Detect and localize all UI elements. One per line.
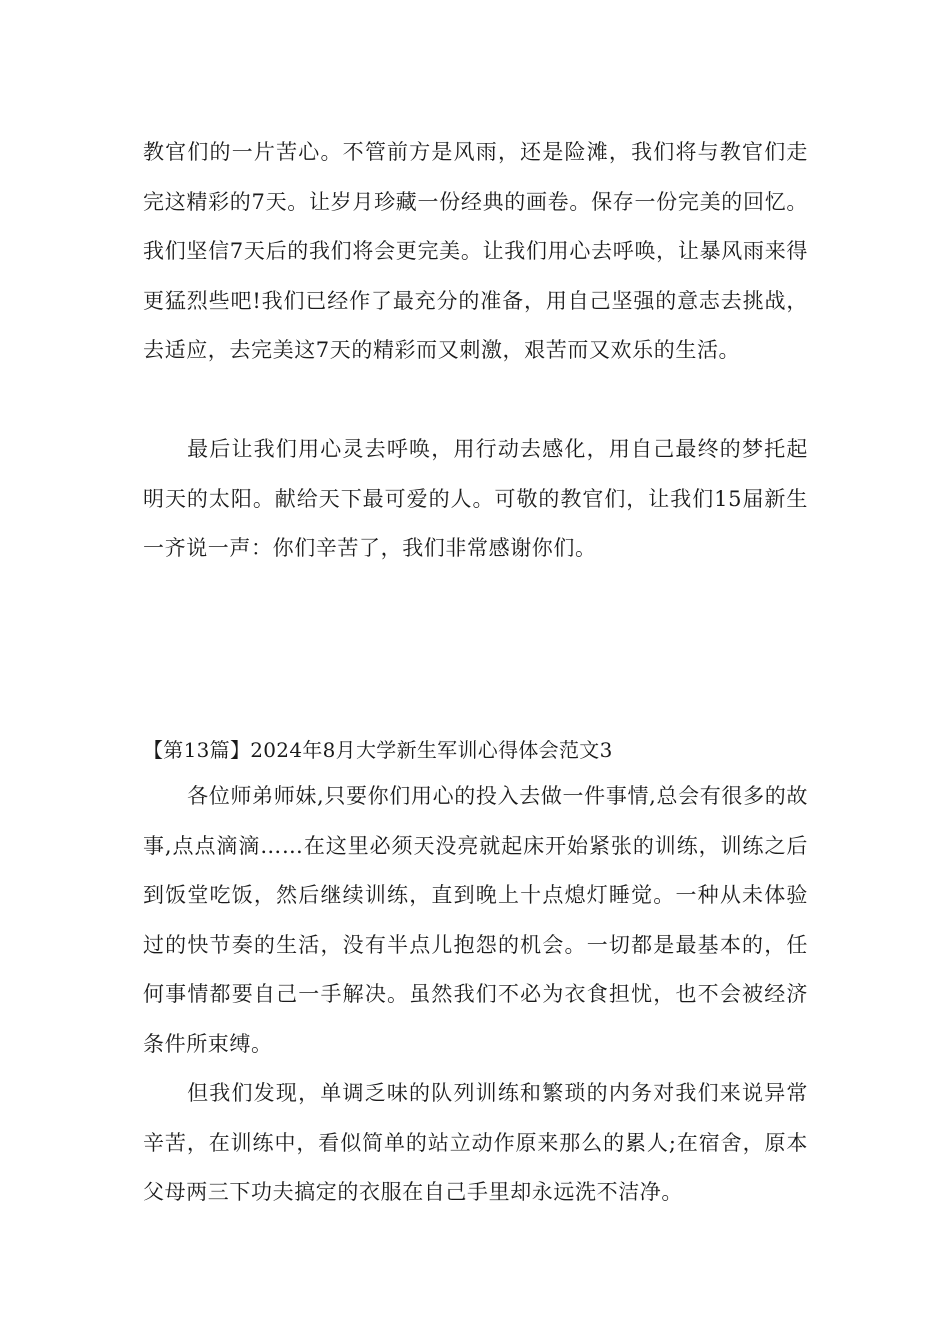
body-paragraph: 最后让我们用心灵去呼唤，用行动去感化，用自己最终的梦托起明天的太阳。献给天下最可爱的人。可敬的教官们，让我们15届新生一齐说一声：你们辛苦了，我们非常感谢你们。 bbox=[143, 437, 808, 560]
body-paragraph-continued: 教官们的一片苦心。不管前方是风雨，还是险滩，我们将与教官们走完这精彩的7天。让岁月珍藏一份经典的画卷。保存一份完美的回忆。 我们坚信7天后的我们将会更完美。让我们用心去呼唤，让暴风雨来得更猛烈些吧!我们已经作了最充分的准备，用自己坚强的意志去挑战，去适应，去完美这7天的精彩而又刺激，艰苦而又欢乐的生活。 bbox=[143, 140, 808, 362]
body-paragraph: 各位师弟师妹,只要你们用心的投入去做一件事情,总会有很多的故事,点点滴滴……在这里必须天没亮就起床开始紧张的训练，训练之后到饭堂吃饭，然后继续训练，直到晚上十点熄灯睡觉。一种从未体验过的快节奏的生活，没有半点儿抱怨的机会。一切都是最基本的，任何事情都要自己一手解决。虽然我们不必为衣食担忧，也不会被经济条件所束缚。 bbox=[143, 784, 808, 1056]
body-paragraph: 但我们发现，单调乏味的队列训练和繁琐的内务对我们来说异常辛苦，在训练中，看似简单的站立动作原来那么的累人;在宿舍，原本父母两三下功夫搞定的衣服在自己手里却永远洗不洁净。 bbox=[143, 1081, 808, 1204]
article-heading: 【第13篇】2024年8月大学新生军训心得体会范文3 bbox=[143, 738, 613, 762]
